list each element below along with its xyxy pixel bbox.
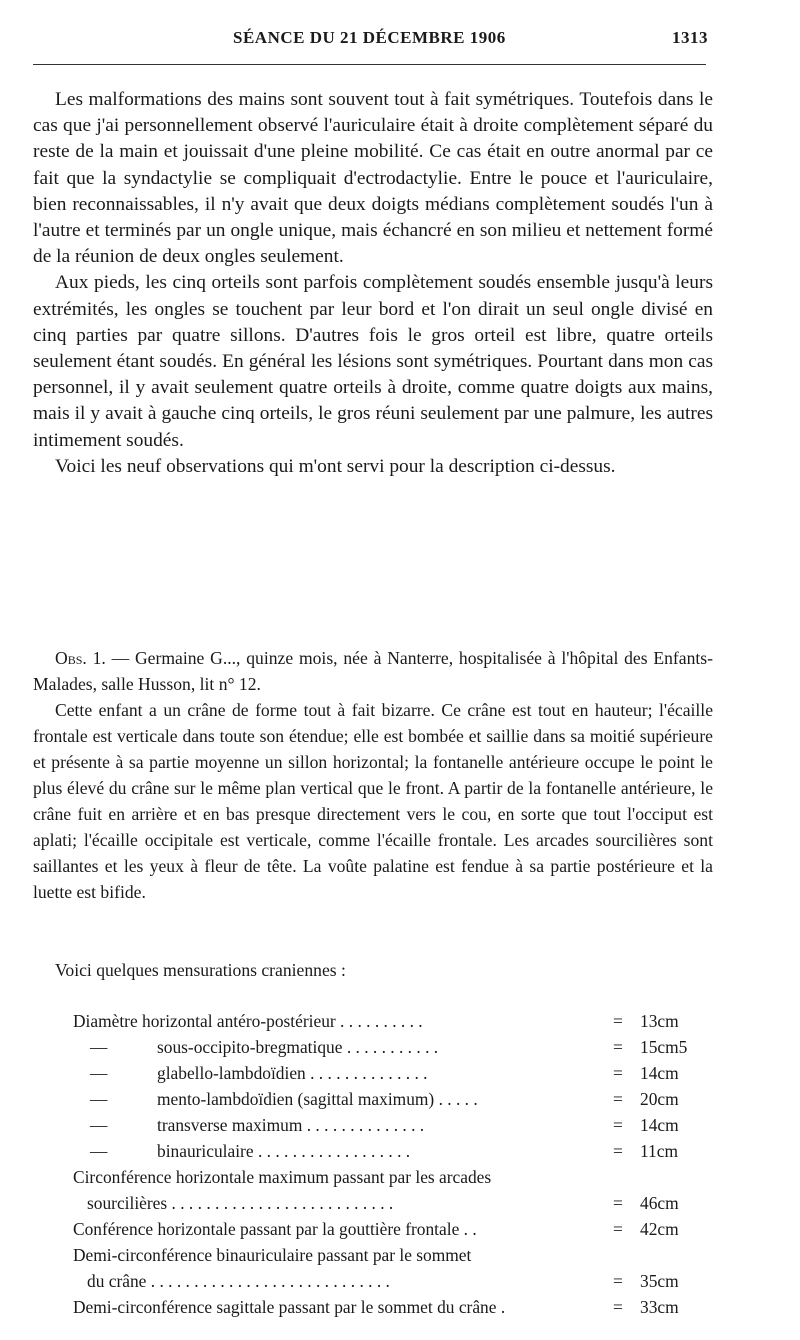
measurement-label: transverse maximum . . . . . . . . . . . . . . bbox=[157, 1115, 425, 1135]
ditto-dash: — bbox=[90, 1115, 108, 1135]
measurement-equals: = bbox=[613, 1141, 623, 1161]
measurements-intro: Voici quelques mensurations craniennes : bbox=[55, 960, 346, 980]
measurement-value: 33cm bbox=[640, 1297, 679, 1317]
measurement-label: Circonférence horizontale maximum passant par les arcades bbox=[73, 1167, 492, 1187]
observation-heading bbox=[33, 645, 713, 697]
measurement-value: 42cm bbox=[640, 1219, 679, 1239]
measurement-label: sourcilières . . . . . . . . . . . . . . . . . . . . . . . . . . bbox=[87, 1193, 394, 1213]
measurement-equals: = bbox=[613, 1037, 623, 1057]
measurement-equals: = bbox=[613, 1089, 623, 1109]
measurement-row bbox=[55, 1268, 705, 1294]
ditto-dash: — bbox=[90, 1141, 108, 1161]
observation-text: Cette enfant a un crâne de forme tout à fait bizarre. Ce crâne est tout en hauteur; l'écaille frontale est verticale dans toute son étendue; elle est bombée et saillie dans sa moitié supérieure et présente à sa partie moyenne un sillon horizontal; la fontanelle antérieure occupe le point le plus élevé du crâne sur le même plan vertical que le front. A partir de la fontanelle antérieure, le crâne fuit en arrière et en bas presque directement vers le cou, en sorte que tout l'occiput est aplati; l'écaille occipitale est verticale, comme l'écaille frontale. Les arcades sourcilières sont saillantes et les yeux à fleur de tête. La voûte palatine est fendue à sa partie postérieure et la luette est bifide. bbox=[33, 700, 713, 902]
measurement-equals: = bbox=[613, 1063, 623, 1083]
observation-label: Obs. 1. bbox=[55, 648, 106, 668]
measurement-row bbox=[55, 1086, 705, 1112]
measurement-row bbox=[55, 1190, 705, 1216]
measurement-row bbox=[55, 1060, 705, 1086]
measurement-equals: = bbox=[613, 1219, 623, 1239]
paragraph-observations-intro: Voici les neuf observations qui m'ont servi pour la description ci-dessus. bbox=[55, 455, 616, 477]
measurement-label: du crâne . . . . . . . . . . . . . . . . . . . . . . . . . . . . bbox=[87, 1271, 390, 1291]
measurement-value: 11cm bbox=[640, 1141, 678, 1161]
measurement-label: Conférence horizontale passant par la gouttière frontale . . bbox=[73, 1219, 477, 1239]
measurement-row bbox=[55, 1008, 705, 1034]
measurement-row bbox=[55, 1242, 705, 1268]
measurement-value: 14cm bbox=[640, 1063, 679, 1083]
paragraph-feet: Aux pieds, les cinq orteils sont parfois complètement soudés ensemble jusqu'à leurs extrémités, les ongles se touchent par leur bord et l'on dirait un seul ongle divisé en cinq parties par quatre sillons. D'autres fois le gros orteil est libre, quatre orteils seulement étant soudés. En général les lésions sont symétriques. Pourtant dans mon cas personnel, il y avait seulement quatre orteils à droite, comme quatre doigts aux mains, mais il y avait à gauche cinq orteils, le gros réuni seulement par une palmure, les autres intimement soudés. bbox=[33, 272, 713, 451]
measurement-label: Demi-circonférence binauriculaire passant par le sommet bbox=[73, 1245, 472, 1265]
measurement-label: binauriculaire . . . . . . . . . . . . . . . . . . bbox=[157, 1141, 411, 1161]
measurement-label: mento-lambdoïdien (sagittal maximum) . . . . . bbox=[157, 1089, 478, 1109]
measurement-equals: = bbox=[613, 1297, 623, 1317]
ditto-dash: — bbox=[90, 1089, 108, 1109]
measurement-row bbox=[55, 1138, 705, 1164]
measurement-row bbox=[55, 1216, 705, 1242]
running-header bbox=[33, 28, 708, 58]
ditto-dash: — bbox=[90, 1063, 108, 1083]
measurement-label: Demi-circonférence sagittale passant par le sommet du crâne . bbox=[73, 1297, 506, 1317]
header-title: SÉANCE DU 21 DÉCEMBRE 1906 bbox=[233, 28, 506, 47]
measurement-row bbox=[55, 1164, 705, 1190]
measurement-label: Diamètre horizontal antéro-postérieur . . . . . . . . . . bbox=[73, 1011, 423, 1031]
measurement-value: 35cm bbox=[640, 1271, 679, 1291]
header-rule bbox=[33, 64, 706, 65]
measurement-value: 20cm bbox=[640, 1089, 679, 1109]
measurement-row bbox=[55, 1294, 705, 1320]
measurement-value: 15cm5 bbox=[640, 1037, 688, 1057]
measurement-value: 46cm bbox=[640, 1193, 679, 1213]
measurement-equals: = bbox=[613, 1271, 623, 1291]
measurement-value: 14cm bbox=[640, 1115, 679, 1135]
measurement-row bbox=[55, 1034, 705, 1060]
measurements-table bbox=[55, 1008, 705, 1320]
body-text bbox=[33, 87, 713, 480]
measurement-equals: = bbox=[613, 1115, 623, 1135]
measurement-equals: = bbox=[613, 1011, 623, 1031]
measurement-value: 13cm bbox=[640, 1011, 679, 1031]
paragraph-hands: Les malformations des mains sont souvent tout à fait symétriques. Toutefois dans le cas que j'ai personnellement observé l'auriculaire était à droite complètement séparé du reste de la main et jouissait d'une pleine mobilité. Ce cas était en outre anormal par ce fait que la syndactylie se compliquait d'ectrodactylie. Entre le pouce et l'auriculaire, bien reconnaissables, il n'y avait que deux doigts médians complètement soudés l'un à l'autre et terminés par un ongle unique, mais échancré en son milieu et nettement formé de la réunion de deux ongles seulement. bbox=[33, 89, 713, 268]
observation-1 bbox=[33, 645, 713, 905]
measurement-label: sous-occipito-bregmatique . . . . . . . . . . . bbox=[157, 1037, 439, 1057]
observation-heading-text: — Germaine G..., quinze mois, née à Nanterre, hospitalisée à l'hôpital des Enfants-Malades, salle Husson, lit n° 12. bbox=[33, 648, 713, 694]
measurement-label: glabello-lambdoïdien . . . . . . . . . . . . . . bbox=[157, 1063, 428, 1083]
ditto-dash: — bbox=[90, 1037, 108, 1057]
measurement-equals: = bbox=[613, 1193, 623, 1213]
measurement-row bbox=[55, 1112, 705, 1138]
page-number: 1313 bbox=[672, 28, 708, 47]
